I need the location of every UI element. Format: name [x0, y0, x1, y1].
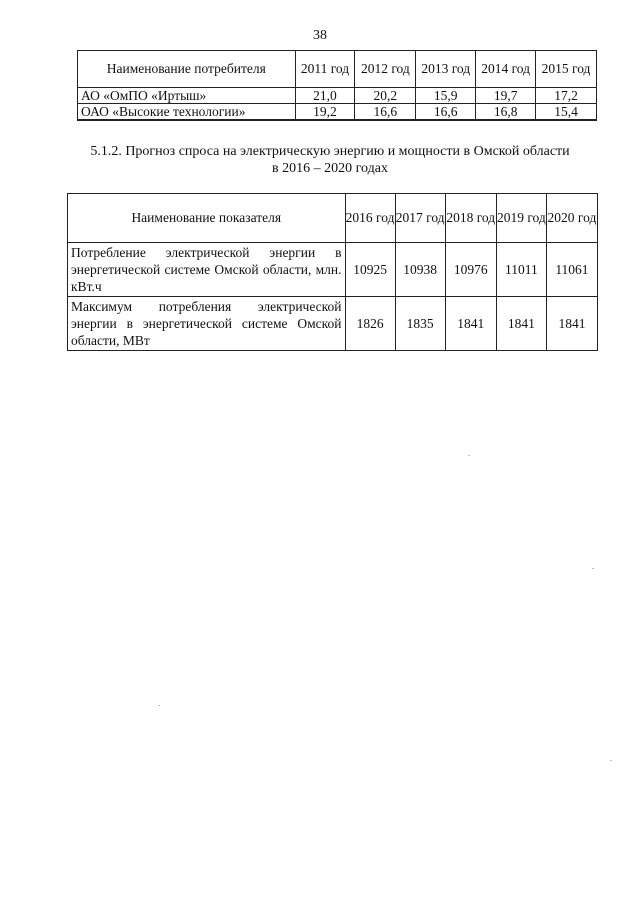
section-heading-line: 5.1.2. Прогноз спроса на электрическую энергию и мощности в Омской области: [90, 144, 570, 159]
scan-speck: [610, 760, 612, 761]
consumer-table: [77, 50, 597, 121]
table-row: [78, 88, 597, 104]
table-row: [78, 104, 597, 121]
table-cell: 21,0: [295, 88, 355, 104]
table-cell: Максимум потребления электрической энергии в энергетической системе Омской области, МВт: [68, 297, 346, 351]
table-cell: 11011: [496, 243, 546, 297]
table-header-row: [68, 194, 598, 243]
table-row: [68, 243, 598, 297]
table-cell: 15,9: [416, 88, 476, 104]
table-cell: 15,4: [536, 104, 597, 121]
table-cell: 1841: [496, 297, 546, 351]
column-header: 2014 год: [476, 51, 536, 88]
column-header: 2017 год: [395, 194, 445, 243]
page-number: 38: [313, 28, 327, 43]
column-header: Наименование потребителя: [78, 51, 296, 88]
table-cell: 10925: [345, 243, 395, 297]
table-cell: 10938: [395, 243, 445, 297]
table-cell: 1835: [395, 297, 445, 351]
section-heading-line: в 2016 – 2020 годах: [272, 161, 388, 176]
table-cell: 16,6: [416, 104, 476, 121]
table-cell: 1826: [345, 297, 395, 351]
table-cell: ОАО «Высокие технологии»: [78, 104, 296, 121]
table-cell: 1841: [546, 297, 597, 351]
column-header: 2018 год: [445, 194, 496, 243]
table-cell: 16,6: [355, 104, 416, 121]
section-heading: [60, 143, 600, 177]
table-header-row: [78, 51, 597, 88]
table-cell: 16,8: [476, 104, 536, 121]
table-cell: 10976: [445, 243, 496, 297]
column-header: Наименование показателя: [68, 194, 346, 243]
forecast-table: [67, 193, 598, 351]
column-header: 2011 год: [295, 51, 355, 88]
table-cell: 20,2: [355, 88, 416, 104]
table-cell: 19,7: [476, 88, 536, 104]
table-cell: 17,2: [536, 88, 597, 104]
table-cell: 1841: [445, 297, 496, 351]
column-header: 2020 год: [546, 194, 597, 243]
table-cell: 19,2: [295, 104, 355, 121]
scan-speck: [468, 455, 470, 456]
table-cell: АО «ОмПО «Иртыш»: [78, 88, 296, 104]
table-row: [68, 297, 598, 351]
table-cell: Потребление электрической энергии в энергетической системе Омской области, млн. кВт.ч: [68, 243, 346, 297]
column-header: 2016 год: [345, 194, 395, 243]
table-cell: 11061: [546, 243, 597, 297]
column-header: 2012 год: [355, 51, 416, 88]
scan-speck: [158, 705, 160, 706]
column-header: 2019 год: [496, 194, 546, 243]
column-header: 2015 год: [536, 51, 597, 88]
scan-speck: [592, 568, 594, 569]
column-header: 2013 год: [416, 51, 476, 88]
